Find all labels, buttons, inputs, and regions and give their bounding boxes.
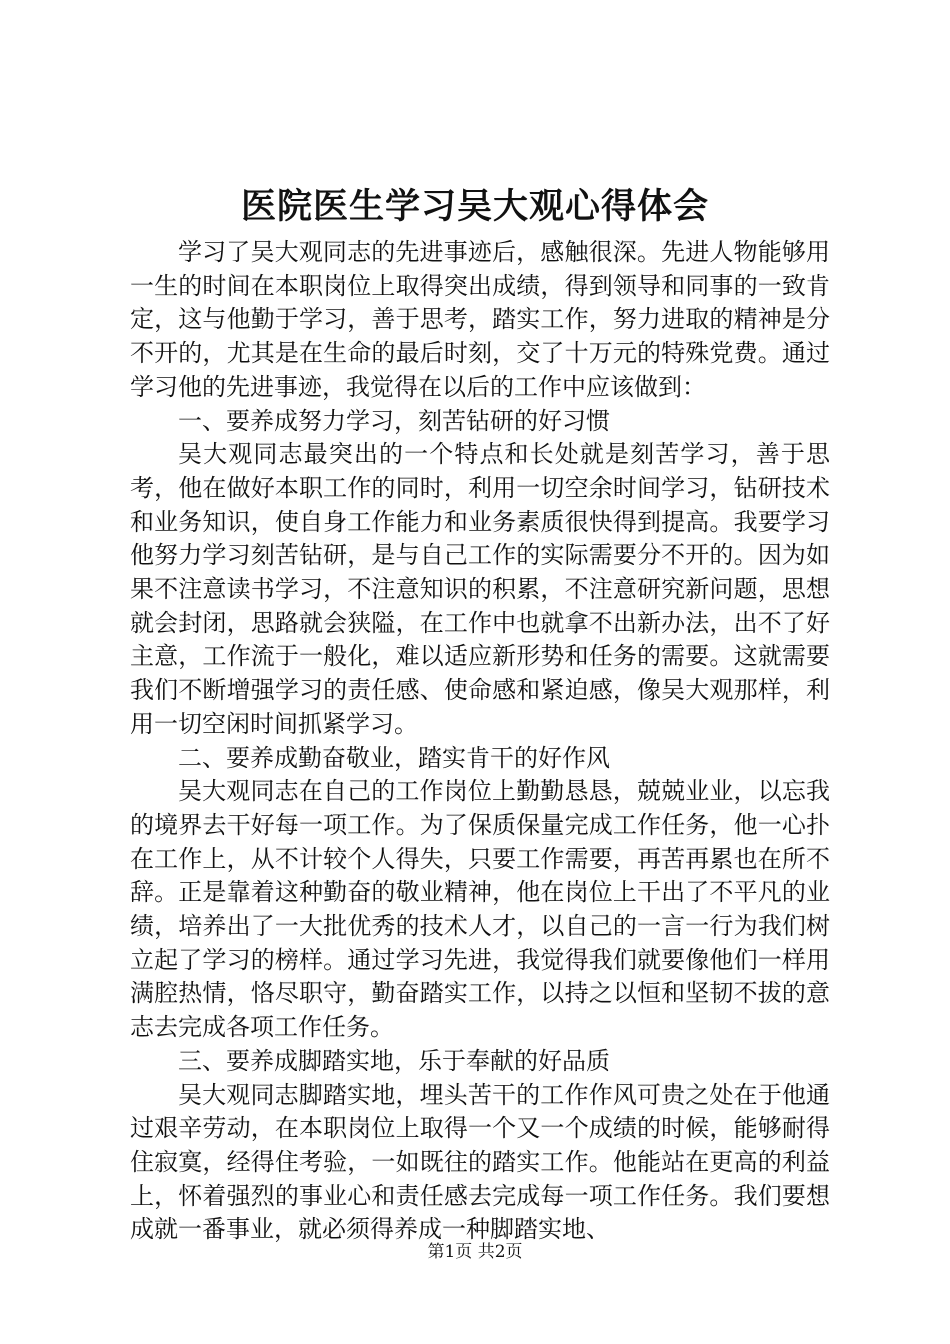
paragraph-section-1: 吴大观同志最突出的一个特点和长处就是刻苦学习，善于思考，他在做好本职工作的同时，利用一切空余时间学习，钻研技术和业务知识，使自身工作能力和业务素质很快得到提高。我要学习他努力学习刻苦钻研，是与自己工作的实际需要分不开的。因为如果不注意读书学习，不注意知识的积累，不注意研究新问题，思想就会封闭，思路就会狭隘，在工作中也就拿不出新办法，出不了好主意，工作流于一般化，难以适应新形势和任务的需要。这就需要我们不断增强学习的责任感、使命感和紧迫感，像吴大观那样，利用一切空闲时间抓紧学习。 bbox=[130, 440, 830, 738]
page-footer: 第1页 共2页 bbox=[427, 1242, 523, 1262]
document-title: 医院医生学习吴大观心得体会 bbox=[240, 186, 709, 227]
section-heading-1: 一、要养成努力学习，刻苦钻研的好习惯 bbox=[178, 406, 610, 435]
paragraph-intro: 学习了吴大观同志的先进事迹后，感触很深。先进人物能够用一生的时间在本职岗位上取得突出成绩，得到领导和同事的一致肯定，这与他勤于学习，善于思考，踏实工作，努力进取的精神是分不开的，尤其是在生命的最后时刻，交了十万元的特殊党费。通过学习他的先进事迹，我觉得在以后的工作中应该做到： bbox=[130, 238, 830, 401]
section-heading-2: 二、要养成勤奋敬业，踏实肯干的好作风 bbox=[178, 743, 610, 772]
section-heading-3: 三、要养成脚踏实地，乐于奉献的好品质 bbox=[178, 1046, 610, 1075]
document-body bbox=[130, 236, 830, 1247]
paragraph-section-3: 吴大观同志脚踏实地，埋头苦干的工作作风可贵之处在于他通过艰辛劳动，在本职岗位上取得一个又一个成绩的时候，能够耐得住寂寞，经得住考验，一如既往的踏实工作。他能站在更高的利益上，怀着强烈的事业心和责任感去完成每一项工作任务。我们要想成就一番事业，就必须得养成一种脚踏实地、 bbox=[130, 1080, 830, 1244]
paragraph-section-2: 吴大观同志在自己的工作岗位上勤勤恳恳，兢兢业业，以忘我的境界去干好每一项工作。为了保质保量完成工作任务，他一心扑在工作上，从不计较个人得失，只要工作需要，再苦再累也在所不辞。正是靠着这种勤奋的敬业精神，他在岗位上干出了不平凡的业绩，培养出了一大批优秀的技术人才，以自己的一言一行为我们树立起了学习的榜样。通过学习先进，我觉得我们就要像他们一样用满腔热情，恪尽职守，勤奋踏实工作，以持之以恒和坚韧不拔的意志去完成各项工作任务。 bbox=[130, 777, 830, 1042]
